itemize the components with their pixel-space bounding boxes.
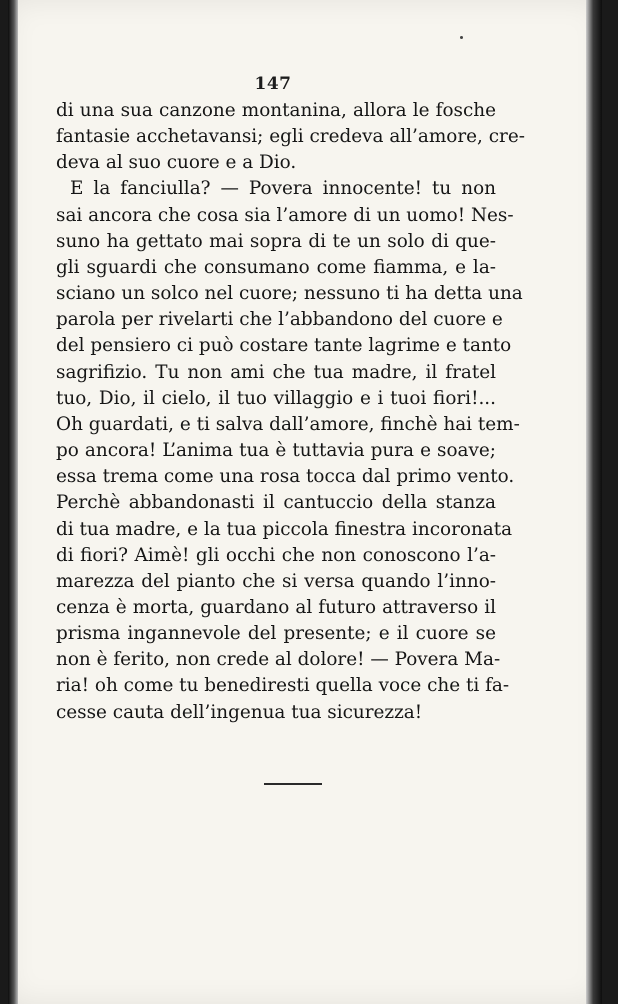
body-text	[56, 98, 525, 726]
text-line: tuo, Dio, il cielo, il tuo villaggio e i tuoi fiori!...	[56, 387, 496, 409]
book-page	[8, 0, 602, 1004]
text-line: prisma ingannevole del presente; e il cuore se	[56, 623, 496, 645]
text-line: di fiori? Aimè! gli occhi che non conoscono l’a-	[56, 544, 496, 566]
text-line: sai ancora che cosa sia l’amore di un uomo! Nes-	[56, 204, 514, 226]
text-line: po ancora! L’anima tua è tuttavia pura e soave;	[56, 440, 496, 462]
page-gutter-shadow	[8, 0, 18, 1004]
page-number: 147	[254, 74, 292, 94]
text-line: essa trema come una rosa tocca dal primo vento.	[56, 466, 515, 488]
text-line: non è ferito, non crede al dolore! — Povera Ma-	[56, 649, 501, 671]
text-line: Perchè abbandonasti il cantuccio della stanza	[56, 492, 496, 514]
text-line: di una sua canzone montanina, allora le fosche	[56, 100, 496, 121]
text-line: deva al suo cuore e a Dio.	[56, 152, 297, 174]
paper-speck	[460, 36, 463, 39]
text-line: del pensiero ci può costare tante lagrime e tanto	[56, 335, 512, 357]
text-line: di tua madre, e la tua piccola finestra incoronata	[56, 518, 513, 540]
text-line: Oh guardati, e ti salva dall’amore, finchè hai tem-	[56, 413, 520, 435]
text-line: ria! oh come tu benediresti quella voce che ti fa-	[56, 675, 510, 697]
page-edge-shadow	[586, 0, 602, 1004]
text-line: marezza del pianto che si versa quando l’inno-	[56, 570, 496, 592]
text-line: gli sguardi che consumano come fiamma, e la-	[56, 256, 496, 278]
text-line: sagrifizio. Tu non ami che tua madre, il fratel	[56, 361, 496, 383]
text-line: parola per rivelarti che l’abbandono del cuore e	[56, 309, 503, 331]
text-line: cesse cauta dell’ingenua tua sicurezza!	[56, 701, 423, 723]
text-line: sciano un solco nel cuore; nessuno ti ha detta una	[56, 283, 523, 305]
text-line: suno ha gettato mai sopra di te un solo di que-	[56, 230, 496, 252]
text-line: fantasie acchetavansi; egli credeva all’amore, cre-	[56, 126, 525, 148]
text-line: E la fanciulla? — Povera innocente! tu non	[70, 178, 496, 200]
text-line: cenza è morta, guardano al futuro attraverso il	[56, 596, 496, 618]
section-divider	[264, 783, 322, 785]
